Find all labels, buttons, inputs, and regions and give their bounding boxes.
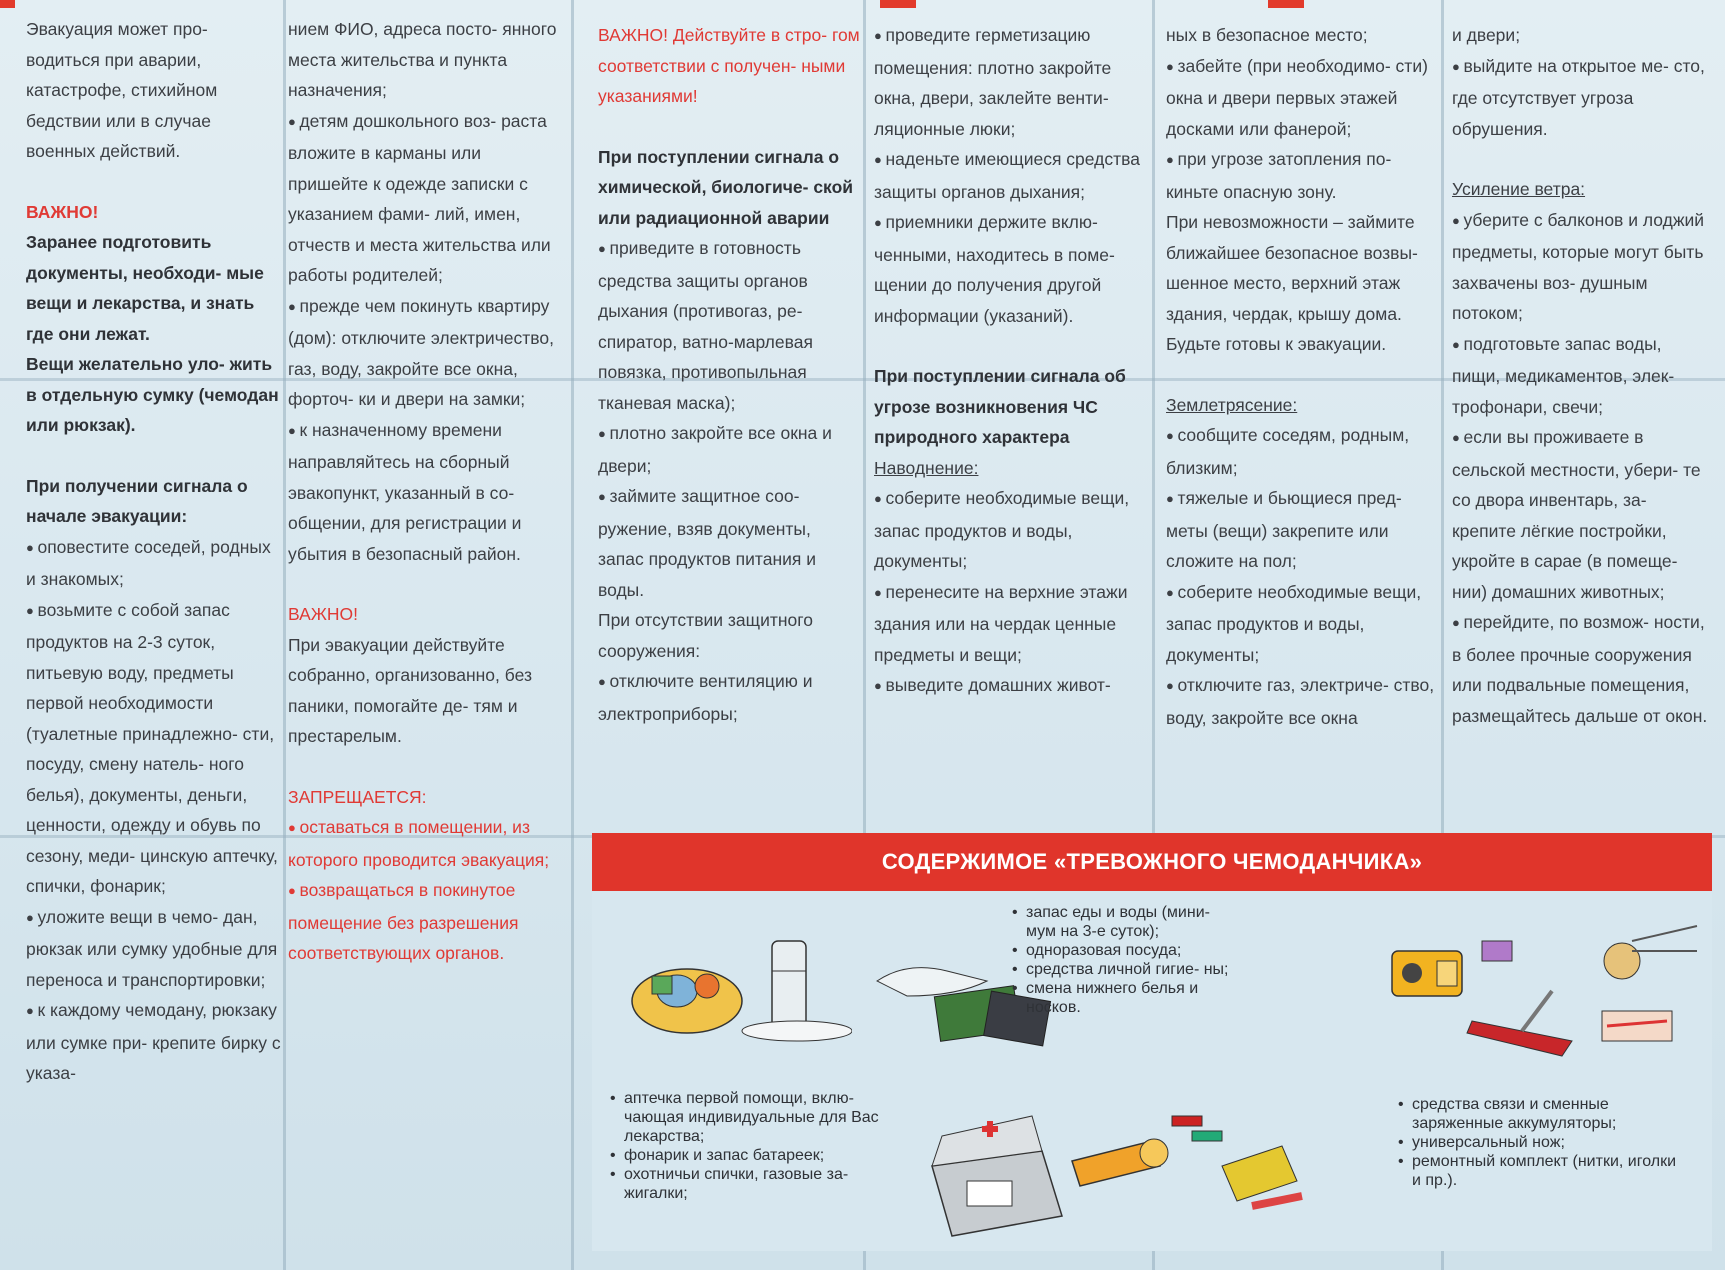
fold-line <box>571 0 574 1270</box>
red-edge <box>880 0 916 8</box>
kit-item: • средства личной гигие- ны; <box>1012 960 1234 979</box>
food-supplies-illustration <box>622 931 852 1051</box>
first-aid-illustration <box>922 1096 1332 1246</box>
list-item: ● соберите необходимые вещи, запас продуктов и воды, документы; <box>874 483 1146 577</box>
list-item: ● тяжелые и бьющиеся пред- меты (вещи) закрепите или сложите на пол; <box>1166 483 1438 577</box>
column-2 <box>288 14 564 969</box>
list-item: ● соберите необходимые вещи, запас продуктов и воды, документы; <box>1166 577 1438 671</box>
warning-text: ВАЖНО! Действуйте в стро- гом соответствии с получен- ными указаниями! <box>598 25 860 106</box>
list-item: ● перенесите на верхние этажи здания или на чердак ценные предметы и вещи; <box>874 577 1146 671</box>
list-item: ● приемники держите вклю- ченными, находитесь в поме- щении до получения другой информации (указаний). <box>874 207 1146 331</box>
kit-item: • фонарик и запас батареек; <box>610 1146 900 1165</box>
list-item: ● забейте (при необходимо- сти) окна и двери первых этажей досками или фанерой; <box>1166 51 1438 145</box>
list-item: ● подготовьте запас воды, пищи, медикаментов, элек- трофонари, свечи; <box>1452 329 1714 423</box>
list-item: ● отключите вентиляцию и электроприборы; <box>598 666 860 729</box>
kit-item: • универсальный нож; <box>1398 1133 1688 1152</box>
chemical-heading: При поступлении сигнала о химической, биологиче- ской или радиационной аварии <box>598 146 854 228</box>
column-6 <box>1452 20 1714 731</box>
kit-list-tools <box>1398 1095 1688 1190</box>
list-item: ● перейдите, по возмож- ности, в более прочные сооружения или подвальные помещения, размещайтесь дальше от окон. <box>1452 607 1714 731</box>
list-item: ● детям дошкольного воз- раста вложите в карманы или пришейте к одежде записки с указанием фами- лий, имен, отчеств и места жительства или работы родителей; <box>288 106 564 291</box>
forbidden-label: ЗАПРЕЩАЕТСЯ: <box>288 786 427 807</box>
list-item: ● наденьте имеющиеся средства защиты органов дыхания; <box>874 144 1146 207</box>
column-3 <box>598 20 860 729</box>
list-item: ● выйдите на открытое ме- сто, где отсутствует угроза обрушения. <box>1452 51 1714 145</box>
kit-item: • охотничьи спички, газовые за- жигалки; <box>610 1165 900 1203</box>
kit-item: • ремонтный комплект (нитки, иголки и пр.). <box>1398 1152 1688 1190</box>
kit-title: СОДЕРЖИМОЕ «ТРЕВОЖНОГО ЧЕМОДАНЧИКА» <box>881 849 1423 874</box>
list-item: ● если вы проживаете в сельской местности, убери- те со двора инвентарь, за- крепите лёгкие постройки, укройте в сарае (в помеще- нии) домашних животных; <box>1452 422 1714 607</box>
kit-item: • одноразовая посуда; <box>1012 941 1234 960</box>
no-shelter-text: При отсутствии защитного сооружения: <box>598 610 813 661</box>
list-item: ● оповестите соседей, родных и знакомых; <box>26 532 284 595</box>
important-label: ВАЖНО! <box>26 201 99 222</box>
kit-list-firstaid <box>610 1089 900 1203</box>
list-item: ● уложите вещи в чемо- дан, рюкзак или сумку удобные для переноса и транспортировки; <box>26 902 284 996</box>
intro-text: Эвакуация может про- водиться при аварии, катастрофе, стихийном бедствии или в случае военных действий. <box>26 19 218 161</box>
natural-emergency-heading: При поступлении сигнала об угрозе возникновения ЧС природного характера <box>874 366 1126 447</box>
important-label: ВАЖНО! <box>288 604 359 624</box>
prepare-text: Заранее подготовить документы, необходи- мые вещи и лекарства, и знать где они лежат. <box>26 232 264 344</box>
flood-subheading: Наводнение: <box>874 457 979 478</box>
continued-text: нием ФИО, адреса посто- янного места жительства и пункта назначения; <box>288 19 557 100</box>
kit-item: • аптечка первой помощи, вклю- чающая индивидуальные для Вас лекарства; <box>610 1089 900 1146</box>
forbidden-item: ● возвращаться в покинутое помещение без разрешения соответствующих органов. <box>288 875 564 969</box>
list-item: ● проведите герметизацию помещения: плотно закройте окна, двери, заклейте венти- ляционные люки; <box>874 20 1146 144</box>
list-item: ● приведите в готовность средства защиты органов дыхания (противогаз, ре- спиратор, ватно-марлевая повязка, противопыльная тканевая маска); <box>598 233 860 418</box>
wind-subheading: Усиление ветра: <box>1452 179 1586 199</box>
bag-text: Вещи желательно уло- жить в отдельную сумку (чемодан или рюкзак). <box>26 354 279 435</box>
red-edge <box>1268 0 1304 8</box>
list-item: ● к назначенному времени направляйтесь на сборный эвакопункт, указанный в со- общении, для регистрации и убытия в безопасный район. <box>288 415 564 570</box>
column-4 <box>874 20 1146 703</box>
list-item: ● плотно закройте все окна и двери; <box>598 418 860 481</box>
forbidden-item: ● оставаться в помещении, из которого проводится эвакуация; <box>288 812 564 875</box>
evacuation-signal-heading: При получении сигнала о начале эвакуации: <box>26 475 248 526</box>
continued-text: ных в безопасное место; <box>1166 25 1368 45</box>
red-edge <box>0 0 15 8</box>
continued-text: и двери; <box>1452 25 1521 45</box>
list-item: ● отключите газ, электриче- ство, воду, закройте все окна <box>1166 670 1438 733</box>
kit-panel <box>592 891 1712 1251</box>
kit-item: • запас еды и воды (мини- мум на 3-е суток); <box>1012 903 1234 941</box>
list-item: ● при угрозе затопления по- киньте опасную зону. <box>1166 144 1438 207</box>
list-item: ● к каждому чемодану, рюкзаку или сумке при- крепите бирку с указа- <box>26 995 284 1089</box>
impossible-text: При невозможности – займите ближайшее безопасное возвы- шенное место, верхний этаж здания, чердак, крышу дома. Будьте готовы к эвакуации. <box>1166 212 1418 354</box>
list-item: ● возьмите с собой запас продуктов на 2-3 суток, питьевую воду, предметы первой необходимости (туалетные принадлежно- сти, посуду, смену натель- ного белья), документы, деньги, ценности, одежду и обувь по сезону, меди- цинскую аптечку, спички, фонарик; <box>26 595 284 902</box>
list-item: ● уберите с балконов и лоджий предметы, которые могут быть захвачены воз- душным потоком; <box>1452 205 1714 329</box>
earthquake-subheading: Землетрясение: <box>1166 394 1298 415</box>
list-item: ● прежде чем покинуть квартиру (дом): отключите электричество, газ, воду, закройте все окна, форточ- ки и двери на замки; <box>288 291 564 415</box>
kit-item: • смена нижнего белья и носков. <box>1012 979 1234 1017</box>
list-item: ● займите защитное соо- ружение, взяв документы, запас продуктов питания и воды. <box>598 481 860 605</box>
calm-text: При эвакуации действуйте собранно, организованно, без паники, помогайте де- тям и престарелым. <box>288 634 532 746</box>
list-item: ● сообщите соседям, родным, близким; <box>1166 420 1438 483</box>
kit-list-food <box>1012 903 1234 1017</box>
kit-item: • средства связи и сменные заряженные аккумуляторы; <box>1398 1095 1688 1133</box>
column-5 <box>1166 20 1438 733</box>
list-item: ● выведите домашних живот- <box>874 670 1146 703</box>
kit-title-banner <box>592 833 1712 891</box>
column-1 <box>26 14 284 1089</box>
tools-illustration <box>1352 921 1702 1091</box>
